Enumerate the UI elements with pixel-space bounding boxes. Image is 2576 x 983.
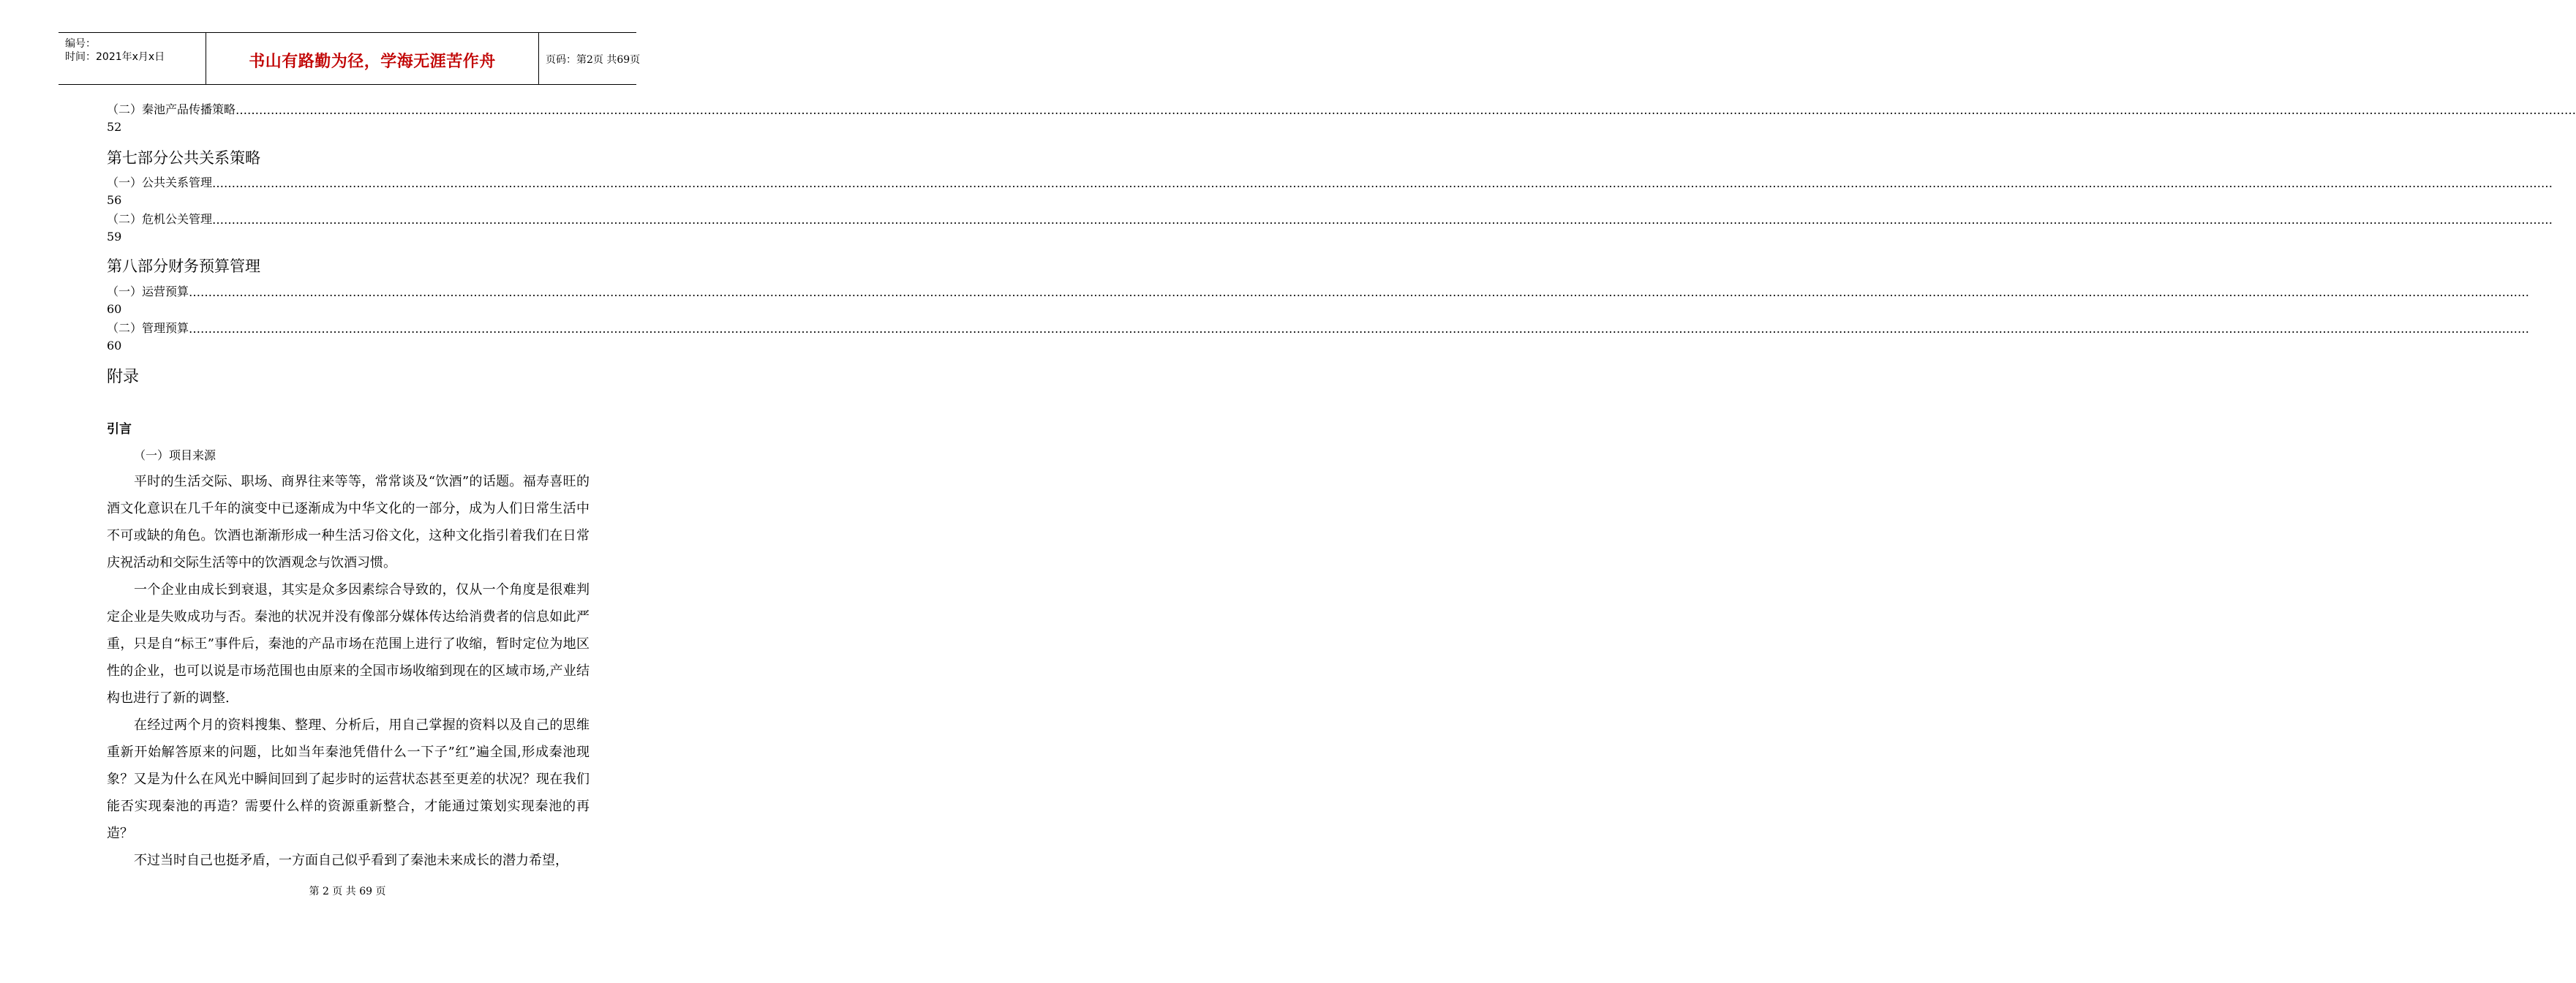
toc-entry[interactable] bbox=[107, 174, 2553, 209]
paragraph: 不过当时自己也挺矛盾，一方面自己似乎看到了秦池未来成长的潜力希望， bbox=[134, 853, 568, 868]
toc-entry[interactable] bbox=[107, 211, 2553, 246]
toc-entry-page: 59 bbox=[107, 230, 122, 244]
subheading: （一）项目来源 bbox=[134, 448, 216, 462]
toc-appendix[interactable]: 附录 bbox=[107, 368, 140, 386]
toc-entry-page: 52 bbox=[107, 120, 122, 134]
toc-leader-dots: …………………………………………………………………………………………………………………………………………………………………………………………………………………………………………………………………………………………………………………………………………………………………………………………………………………………………………………………………………………………………………………………………………………… bbox=[189, 285, 2530, 299]
header-page-cell bbox=[538, 33, 641, 84]
toc-entry[interactable] bbox=[107, 283, 2530, 318]
toc-leader-dots: …………………………………………………………………………………………………………………………………………………………………………………………………………………………………………………………………………………………………………………………………………………………………………………………………………………………………………………………………………………………………………………………………………………… bbox=[212, 213, 2553, 227]
toc-part-heading[interactable]: 第八部分财务预算管理 bbox=[107, 257, 260, 275]
toc-entry[interactable] bbox=[107, 101, 2576, 136]
toc-entry-page: 60 bbox=[107, 302, 122, 316]
toc-entry-label: （二）管理预算 bbox=[107, 321, 189, 335]
header-meta-cell bbox=[59, 33, 206, 84]
header-page-info: 页码：第2页 共69页 bbox=[546, 54, 641, 66]
toc-entry-label: （一）运营预算 bbox=[107, 285, 189, 298]
toc-entry-label: （一）公共关系管理 bbox=[107, 176, 213, 189]
toc-part-heading[interactable]: 第七部分公共关系策略 bbox=[107, 149, 260, 167]
header-motto-cell bbox=[206, 33, 539, 84]
toc-entry-label: （二）危机公关管理 bbox=[107, 212, 213, 226]
toc-entry-label: （二）秦池产品传播策略 bbox=[107, 102, 236, 116]
time-line: 时间：2021年x月x日 bbox=[65, 51, 165, 63]
toc-leader-dots: …………………………………………………………………………………………………………………………………………………………………………………………………………………………………………………………………………………………………………………………………………………………………………………………………………………………………………………………………………………………………………………………………………………… bbox=[189, 322, 2530, 336]
paragraph: 平时的生活交际、职场、商界往来等等，常常谈及“饮酒”的话题。福寿喜旺的酒文化意识在几千年的演变中已逐渐成为中华文化的一部分，成为人们日常生活中不可或缺的角色。饮酒也渐渐形成一种生活习俗文化，这种文化指引着我们在日常庆祝活动和交际生活等中的饮酒观念与饮酒习惯。 bbox=[107, 474, 590, 570]
page-header bbox=[59, 32, 641, 85]
number-label: 编号： bbox=[65, 38, 96, 50]
page-footer: 第 2 页 共 69 页 bbox=[309, 886, 386, 897]
toc-leader-dots: …………………………………………………………………………………………………………………………………………………………………………………………………………………………………………………………………………………………………………………………………………………………………………………………………………………………………………………………………………………………………………………………………………………… bbox=[236, 103, 2576, 117]
toc-entry[interactable] bbox=[107, 320, 2530, 355]
toc-leader-dots: …………………………………………………………………………………………………………………………………………………………………………………………………………………………………………………………………………………………………………………………………………………………………………………………………………………………………………………………………………………………………………………………………………………… bbox=[212, 176, 2553, 190]
toc-entry-page: 56 bbox=[107, 193, 122, 207]
toc-entry-page: 60 bbox=[107, 339, 122, 353]
section-title: 引言 bbox=[107, 422, 132, 437]
body-text bbox=[107, 468, 590, 874]
header-motto: 书山有路勤为径，学海无涯苦作舟 bbox=[249, 52, 496, 71]
paragraph: 一个企业由成长到衰退，其实是众多因素综合导致的，仅从一个角度是很难判定企业是失败成功与否。秦池的状况并没有像部分媒体传达给消费者的信息如此严重，只是自“标王”事件后，秦池的产品市场在范围上进行了收缩，暂时定位为地区性的企业，也可以说是市场范围也由原来的全国市场收缩到现在的区域市场,产业结构也进行了新的调整. bbox=[107, 582, 590, 706]
paragraph: 在经过两个月的资料搜集、整理、分析后，用自己掌握的资料以及自己的思维重新开始解答原来的问题，比如当年秦池凭借什么一下子”红”遍全国,形成秦池现象？又是为什么在风光中瞬间回到了起步时的运营状态甚至更差的状况？现在我们能否实现秦池的再造？需要什么样的资源重新整合，才能通过策划实现秦池的再造？ bbox=[107, 718, 590, 841]
